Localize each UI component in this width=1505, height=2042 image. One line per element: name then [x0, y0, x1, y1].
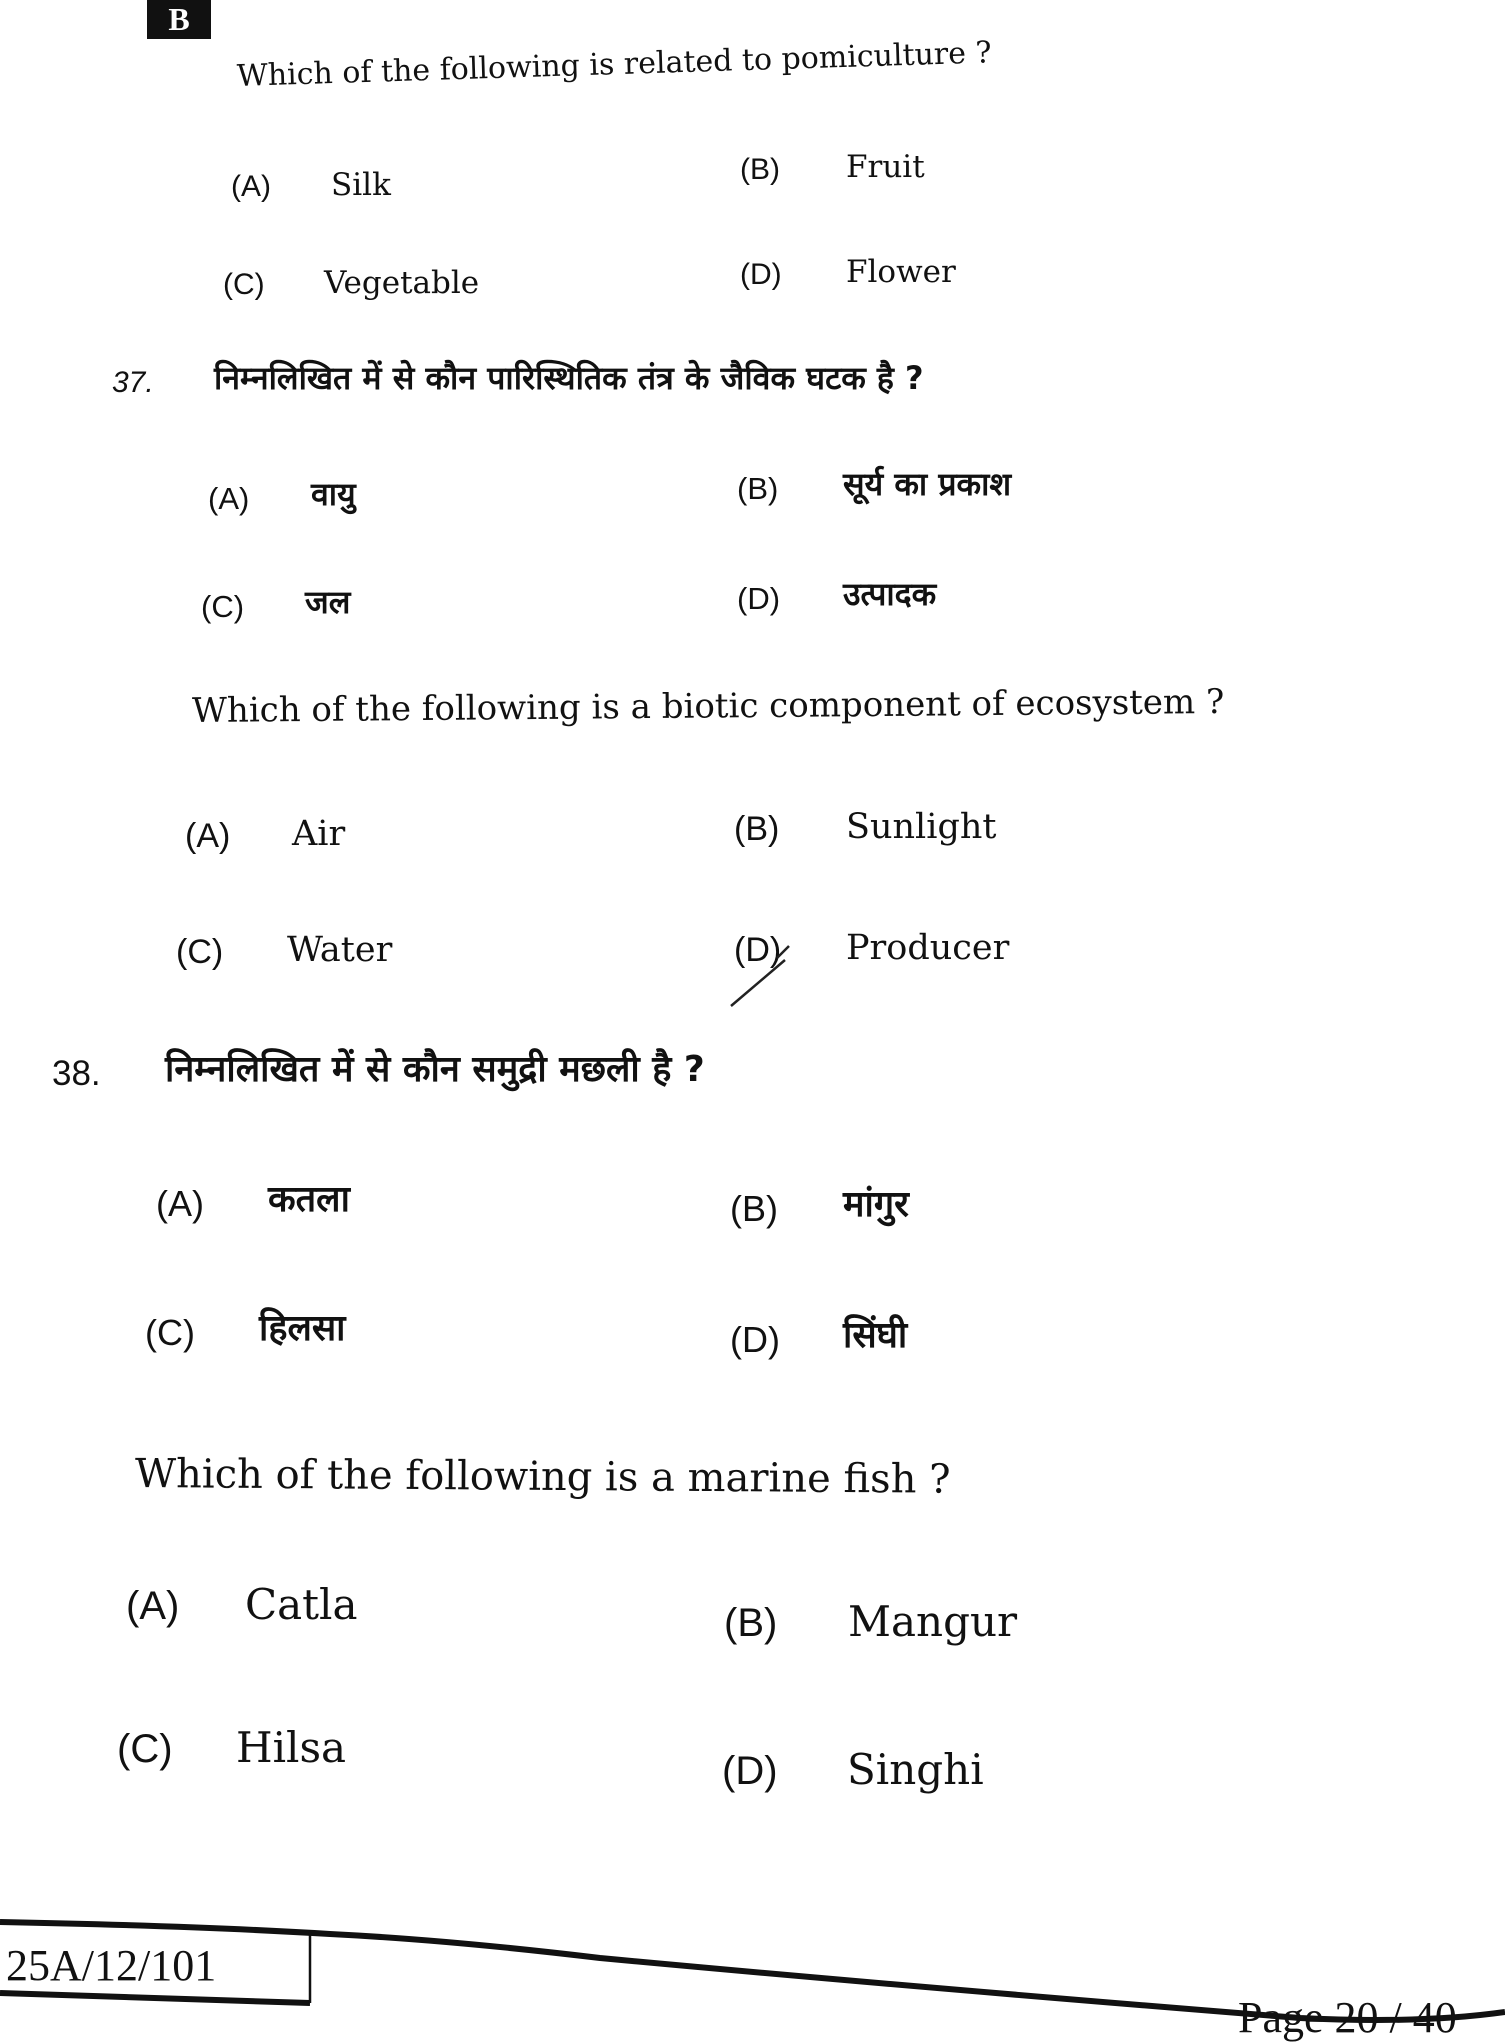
q38-option-a: Catla: [245, 1580, 358, 1629]
q37-number: 37.: [112, 366, 154, 399]
page-number: Page 20 / 40: [1238, 1993, 1457, 2042]
q37-option-d-label: (D): [734, 931, 782, 969]
q38-hindi-option-b-label: (B): [730, 1188, 778, 1229]
q36-option-a-label: (A): [231, 170, 271, 203]
q36-option-a: Silk: [331, 167, 391, 203]
q38-hindi-option-c: हिलसा: [259, 1308, 346, 1349]
q38-option-a-label: (A): [126, 1584, 180, 1628]
q38-hindi-option-a: कतला: [268, 1179, 350, 1220]
q37-option-c: Water: [287, 930, 393, 970]
set-badge: B: [147, 0, 211, 39]
pen-tick-mark-icon: [725, 940, 795, 1010]
paper-code: 25A/12/101: [6, 1941, 217, 1990]
q37-question-hindi: निम्नलिखित में से कौन पारिस्थितिक तंत्र के जैविक घटक है ?: [214, 359, 924, 397]
q38-option-c: Hilsa: [236, 1723, 347, 1772]
q37-hindi-option-a-label: (A): [208, 481, 250, 516]
q38-option-c-label: (C): [117, 1727, 173, 1771]
q36-option-c-label: (C): [223, 268, 265, 301]
q37-hindi-option-b: सूर्य का प्रकाश: [843, 465, 1012, 503]
q37-hindi-option-c: जल: [305, 583, 351, 621]
q37-hindi-option-d-label: (D): [737, 581, 781, 616]
q36-option-d: Flower: [846, 254, 956, 290]
q37-option-c-label: (C): [176, 933, 224, 971]
q36-option-b-label: (B): [740, 153, 780, 186]
q38-number: 38.: [52, 1054, 101, 1093]
q38-option-d: Singhi: [847, 1745, 984, 1794]
q38-option-d-label: (D): [722, 1749, 778, 1793]
q36-question: Which of the following is related to pomiculture ?: [236, 35, 993, 94]
q37-hindi-option-a: वायु: [311, 475, 356, 513]
q36-option-b: Fruit: [846, 149, 925, 185]
q37-option-b-label: (B): [734, 810, 780, 848]
q37-option-b: Sunlight: [846, 807, 997, 847]
q38-hindi-option-b: मांगुर: [843, 1184, 909, 1225]
q37-option-d: Producer: [846, 928, 1010, 968]
q38-option-b: Mangur: [848, 1597, 1018, 1646]
q38-question-hindi: निम्नलिखित में से कौन समुद्री मछली है ?: [165, 1049, 705, 1090]
q38-question: Which of the following is a marine fish ?: [134, 1451, 951, 1503]
q38-hindi-option-c-label: (C): [145, 1312, 195, 1353]
q37-option-a-label: (A): [185, 817, 231, 855]
q38-hindi-option-d: सिंघी: [843, 1315, 908, 1356]
q37-hindi-option-c-label: (C): [201, 589, 245, 624]
q38-hindi-option-d-label: (D): [730, 1319, 780, 1360]
q36-option-d-label: (D): [740, 258, 782, 291]
q38-hindi-option-a-label: (A): [156, 1183, 204, 1224]
q36-option-c: Vegetable: [324, 265, 480, 301]
q38-option-b-label: (B): [724, 1601, 778, 1645]
q37-hindi-option-d: उत्पादक: [843, 575, 937, 613]
q37-option-a: Air: [292, 814, 346, 854]
q37-hindi-option-b-label: (B): [737, 471, 779, 506]
q37-question: Which of the following is a biotic component of ecosystem ?: [191, 681, 1225, 731]
